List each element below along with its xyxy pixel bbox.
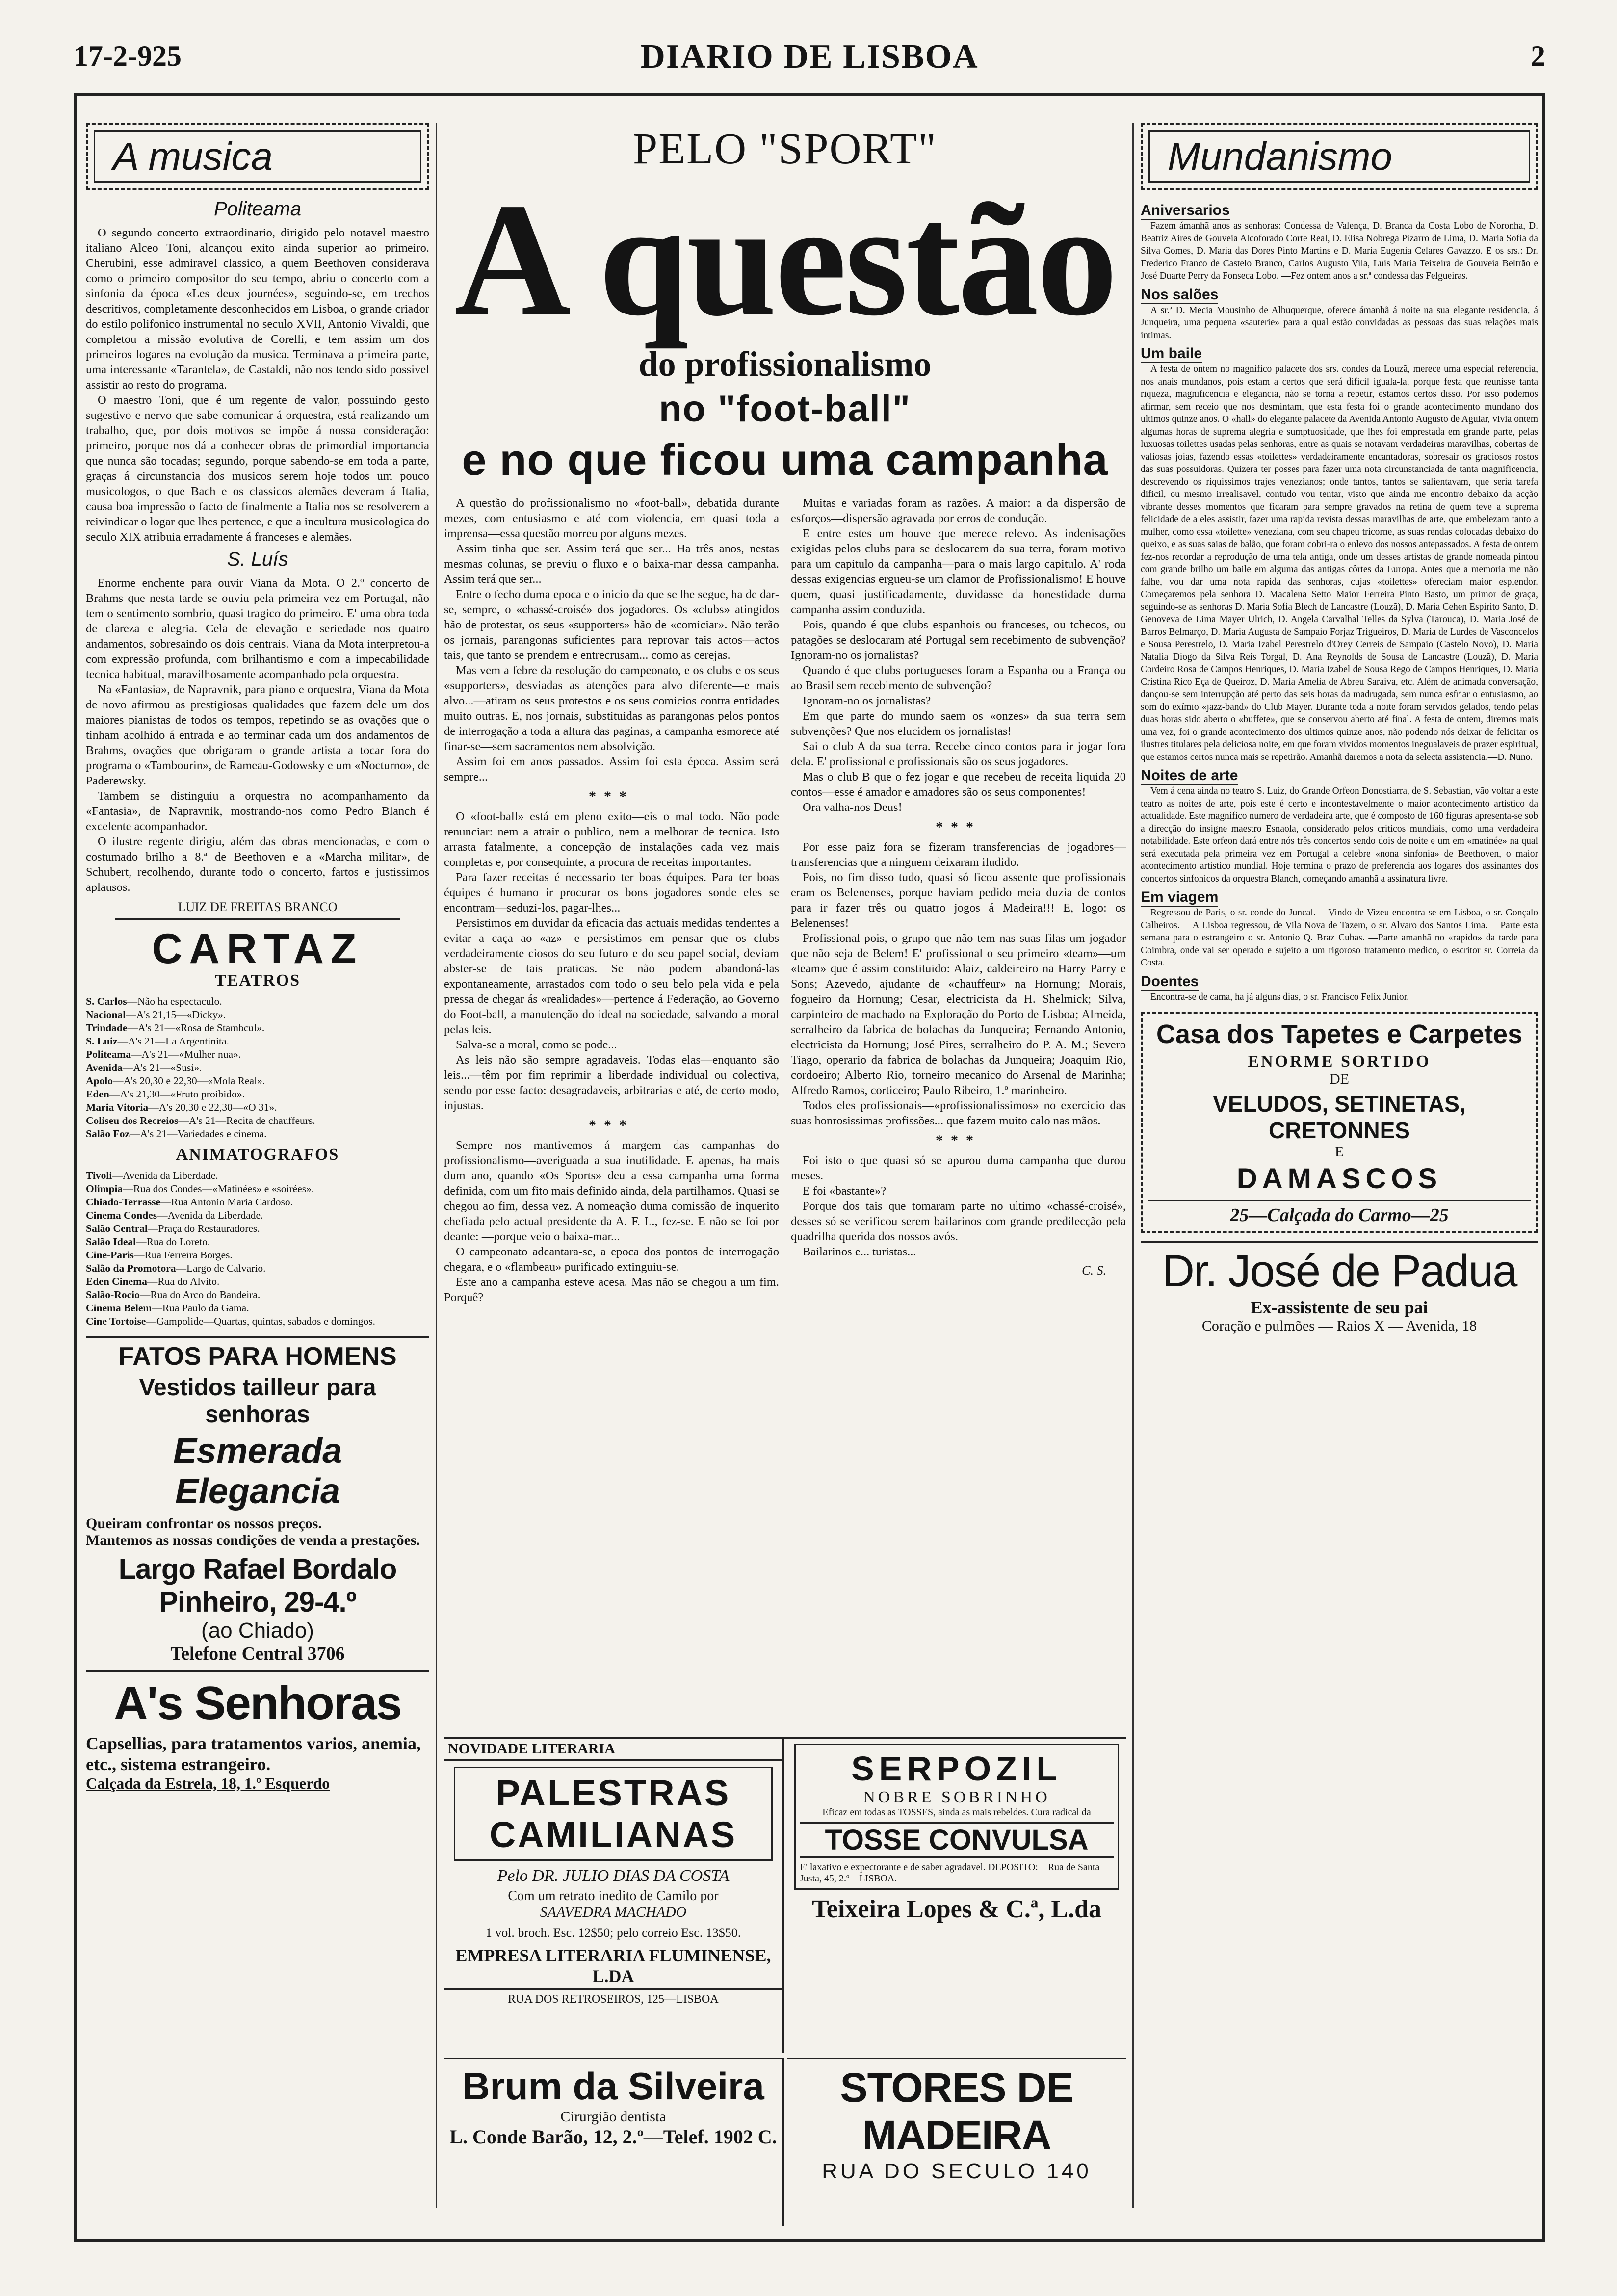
section-separator: *** xyxy=(589,788,634,805)
listing-name: Tivoli xyxy=(86,1170,112,1181)
listing-name: Maria Vitoria xyxy=(86,1101,149,1113)
mundanismo-banner-title: Mundanismo xyxy=(1148,130,1530,183)
ad-casa-e: E xyxy=(1334,1144,1344,1160)
article-paragraph: Assim foi em anos passados. Assim foi esta época. Assim será sempre... xyxy=(444,755,779,783)
sport-deck: e no que ficou uma campanha xyxy=(462,436,1108,485)
listing-item xyxy=(86,1008,429,1021)
ad-brum-title: Brum da Silveira xyxy=(462,2064,764,2108)
cartaz-title: CARTAZ xyxy=(152,925,364,972)
mundanismo-text: Fazem ámanhã anos as senhoras: Condessa de Valença, D. Branca da Costa Lobo de Noronha, D. Beatriz Aires de Gouveia Alcoforado Corte Real, D. Elisa Nobrega Pizarro de Lima, D. Maria Sofia da Silva Gomes, D. Maria das Dores Pinto Martins e D. Maria Eugenia Celares Gavazzo. E os srs.: Dr. Frederico Franco de Castelo Branco, Carlos Augusto Vila, Luis Maria Teixeira de Gouveia Beltrão e José Duarte Perry da Fonseca Lobo. —Fez ontem anos a sr.ª condessa das Felgueiras. xyxy=(1141,221,1538,281)
sport-article xyxy=(444,496,1126,1663)
mundanismo-section xyxy=(1141,969,1538,1004)
ad-casa-items: VELUDOS, SETINETAS, CRETONNES xyxy=(1213,1091,1466,1143)
sao-luis-heading: S. Luís xyxy=(227,548,288,570)
listing-name: Salão Ideal xyxy=(86,1236,136,1248)
listing-name: Olimpia xyxy=(86,1183,123,1195)
section-separator: *** xyxy=(589,1117,634,1133)
article-paragraph: E foi «bastante»? xyxy=(803,1184,887,1198)
ad-padua-info: Coração e pulmões — Raios X — Avenida, 18 xyxy=(1201,1318,1477,1334)
ad-padua xyxy=(1141,1241,1538,1334)
section-separator: *** xyxy=(936,819,981,835)
article-paragraph: Muitas e variadas foram as razões. A maior: a da dispersão de esforços—dispersão agravada por erros de condução. xyxy=(791,496,1126,525)
ad-senhoras-title: A's Senhoras xyxy=(114,1677,401,1729)
listing-item xyxy=(86,1196,429,1209)
issue-date: 17-2-925 xyxy=(74,40,182,72)
listing-name: Politeama xyxy=(86,1048,131,1060)
listing-info: —A's 21—Recita de chauffeurs. xyxy=(178,1115,315,1126)
musica-banner-title: A musica xyxy=(94,130,421,183)
ad-palestras-author: Pelo DR. JULIO DIAS DA COSTA xyxy=(497,1867,730,1885)
ad-casa-title: Casa dos Tapetes e Carpetes xyxy=(1156,1019,1523,1049)
article-paragraph: Entre o fecho duma epoca e o inicio da que se lhe segue, ha de dar-se, sempre, o «chassé-croisé» dos jogadores. Os «clubs» atingidos hão de protestar, os seus «supporters» hão de «comiciar». Não terão os jornais, parangonas suficientes para reprovar tais actos—actos tais, que tanto se prendem e entrecrusam... como as cerejas. xyxy=(444,588,779,662)
listing-info: —Rua do Alvito. xyxy=(147,1276,220,1287)
listing-info: —Praça do Restauradores. xyxy=(148,1223,260,1234)
article-paragraph: Assim tinha que ser. Assim terá que ser... Ha três anos, nestas mesmas colunas, se previu o fluxo e o baixa-mar dessa campanha. Assim terá que ser... xyxy=(444,542,779,586)
listing-item xyxy=(86,1127,429,1141)
listing-item xyxy=(86,1169,429,1182)
listing-info: —A's 21—La Argentinita. xyxy=(117,1035,229,1047)
listing-info: —Rua Paulo da Gama. xyxy=(152,1302,249,1314)
ad-casa-sortido: ENORME SORTIDO xyxy=(1248,1052,1431,1070)
ad-fatos xyxy=(86,1336,429,1665)
sport-deck: do profissionalismo xyxy=(638,344,932,384)
sao-luis-paragraph: Tambem se distinguiu a orquestra no acompanhamento da «Fantasia», de Napravnik, mostrando-nos como Pedro Blanch é excelente acompanhador. xyxy=(86,789,429,833)
ad-casa-damascos: DAMASCOS xyxy=(1236,1163,1442,1195)
listing-info: —A's 21—«Rosa de Stambcul». xyxy=(127,1022,265,1034)
listing-info: —Gampolide—Quartas, quintas, sabados e domingos. xyxy=(146,1315,376,1327)
mundanismo-banner xyxy=(1141,123,1538,190)
listing-item xyxy=(86,1302,429,1315)
newspaper-title: DIARIO DE LISBOA xyxy=(640,38,979,76)
article-paragraph: As leis não são sempre agradaveis. Todas elas—enquanto são leis...—têm por fim reprimir a liberdade individual ou colectiva, sendo por esse facto: desagradaveis, arbitrarias e até, de certo modo, injustas. xyxy=(444,1053,779,1112)
article-paragraph: E entre estes um houve que merece relevo. As indenisações exigidas pelos clubs para se deslocarem da sua terra, foram motivo para um capitulo da campanha—para o mais largo capitulo. A' roda dessas exigencias ergueu-se um clamor de Profissionalismo! E houve quem, quasi justificadamente, duvidasse da honestidade duma campanha assim conduzida. xyxy=(791,527,1126,616)
ad-stores-title: STORES DE MADEIRA xyxy=(840,2064,1073,2158)
ad-fatos-line: Queiram confrontar os nossos preços. xyxy=(86,1515,322,1532)
listing-name: Salão Central xyxy=(86,1223,148,1234)
ad-serpozil-sub: NOBRE SOBRINHO xyxy=(863,1788,1050,1806)
listing-name: Nacional xyxy=(86,1009,126,1020)
ad-casa-address: 25—Calçada do Carmo—25 xyxy=(1148,1200,1531,1226)
listing-name: S. Luiz xyxy=(86,1035,118,1047)
mundanismo-rubric: Noites de arte xyxy=(1141,767,1238,785)
article-paragraph: A questão do profissionalismo no «foot-ball», debatida durante mezes, com entusiasmo e até com violencia, em quasi toda a imprensa—essa questão morreu por alguns mezes. xyxy=(444,496,779,540)
ad-serpozil xyxy=(787,1739,1126,2053)
listing-info: —Rua Ferreira Borges. xyxy=(133,1249,233,1261)
ad-serpozil-text: Eficaz em todas as TOSSES, ainda as mais rebeldes. Cura radical da xyxy=(822,1807,1091,1818)
ad-stores-address: RUA DO SECULO 140 xyxy=(822,2159,1092,2183)
mundanismo-rubric: Em viagem xyxy=(1141,889,1218,907)
ad-senhoras xyxy=(86,1670,429,1793)
ad-serpozil-brand: Teixeira Lopes & C.ª, L.da xyxy=(811,1895,1102,1923)
listing-info: —Rua Antonio Maria Cardoso. xyxy=(160,1196,293,1208)
listing-info: —Rua do Arco do Bandeira. xyxy=(139,1289,261,1301)
ad-palestras-title: PALESTRAS CAMILIANAS xyxy=(454,1767,773,1861)
mundanismo-section xyxy=(1141,763,1538,885)
listing-name: S. Carlos xyxy=(86,995,127,1007)
article-paragraph: Mas vem a febre da resolução do campeonato, e os clubs e os seus «supporters», desviadas as atenções para alvo diferente—e mais alvo...—atiram os seus protestos e os seus comicios contra entidades muito outras. E, nos jornais, substituidas as parangonas pelos pontos de interrogação a toda a altura das paginas, a campanha esmorece até finar-se—sem sacramentos nem absolvição. xyxy=(444,664,779,753)
ad-palestras-price: 1 vol. broch. Esc. 12$50; pelo correio Esc. 13$50. xyxy=(485,1926,741,1940)
mundanismo-rubric: Nos salões xyxy=(1141,287,1218,304)
listing-item xyxy=(86,1262,429,1275)
animatografos-list xyxy=(86,1169,429,1328)
listing-name: Cinema Condes xyxy=(86,1209,157,1221)
article-paragraph: Salva-se a moral, como se pode... xyxy=(456,1038,617,1051)
right-column xyxy=(1141,123,1538,2227)
divider xyxy=(115,918,400,920)
listing-name: Cine Tortoise xyxy=(86,1315,146,1327)
ad-casa-de: DE xyxy=(1330,1071,1349,1087)
politeama-paragraph: O segundo concerto extraordinario, dirigido pelo notavel maestro italiano Alceo Toni, alcançou exito ainda superior ao primeiro. Cherubini, esse admiravel classico, a quem Beethoven considerava como o primeiro compositor do seu tempo, abriu o concerto com a sinfonia da época «Les deux journées», seguindo-se, em trechos descritivos, completamente desconhecidos em Lisboa, o grande criador do estilo polifonico instrumental no seculo XVII, Antonio Vivaldi, que completou a missão evolutiva de Corelli, e tem assim um dos primeiros logares na evolução da musica. Terminava a primeira parte, uma interessante «Tarantela», de Castaldi, não nos tendo sido possivel assistir ao resto do programa. xyxy=(86,226,429,391)
ad-serpozil-title: SERPOZIL xyxy=(851,1749,1063,1788)
article-paragraph: Bailarinos e... turistas... xyxy=(803,1245,916,1258)
animatografos-heading: ANIMATOGRAFOS xyxy=(176,1146,339,1164)
article-paragraph: Persistimos em duvidar da eficacia das actuais medidas tendentes a evitar a caça ao «az»—e persistimos em pensar que os clubs verdadeiramente ciosos do seu futuro e do seu papel social, deviam abster-se de tais praticas. Se não podem abandoná-las expontaneamente, arrastados com todo o seu belo pela vida e pela pressa de chegar ás «realidades»—pertence á Federação, ao Governo do Foot-ball, a manutenção do ideal na sociedade, salvando a moral pelas leis. xyxy=(444,916,779,1036)
article-paragraph: Pois, quando é que clubs espanhois ou franceses, ou tchecos, ou patagões se deslocaram até Portugal sem recebimento de subvenção? Ignoram-no os jornalistas? xyxy=(791,618,1126,662)
sport-headline: A questão xyxy=(454,170,1116,349)
listing-info: —Não ha espectaculo. xyxy=(127,995,222,1007)
article-paragraph: Foi isto o que quasi só se apurou duma campanha que durou meses. xyxy=(791,1154,1126,1182)
mundanismo-section xyxy=(1141,885,1538,969)
listing-info: —A's 20,30 e 22,30—«O 31». xyxy=(148,1101,277,1113)
ad-senhoras-text: Capsellias, para tratamentos varios, anemia, etc., sistema estrangeiro. xyxy=(86,1734,421,1774)
listing-item xyxy=(86,1061,429,1074)
listing-info: —Avenida da Liberdade. xyxy=(112,1170,218,1181)
sao-luis-paragraph: Na «Fantasia», de Napravnik, para piano e orquestra, Viana da Mota de novo afirmou as prestigiosas qualidades que fazem dele um dos maiores pianistas de todos os tempos, repetindo se as ovações que o tinham acolhido á entrada e ao terminar cada um dos andamentos de Brahms, ovações que obrigaram o grande artista a tocar fora do programa o «Tambourin», de Rameau-Godowsky e um «Nocturno», de Paderewsky. xyxy=(86,683,429,787)
listing-info: —Avenida da Liberdade. xyxy=(157,1209,263,1221)
article-paragraph: Sempre nos mantivemos á margem das campanhas do profissionalismo—averiguada a sua inutilidade. E apenas, ha mais dum ano, quando «Os Sports» deu a essa campanha uma forma definida, com um fito mais definido ainda, dela partilhamos. Quasi se chegou ao fim, dessa vez. A nomeação duma comissão de inquerito chefiada pelo actual presidente da A. F. L., fez-se. E não se foi por deante: —porque veio o baixa-mar... xyxy=(444,1139,779,1243)
ad-fatos-line: FATOS PARA HOMENS xyxy=(118,1342,397,1371)
page-number: 2 xyxy=(1531,40,1545,72)
mundanismo-rubric: Aniversarios xyxy=(1141,202,1230,220)
column-rule-left xyxy=(436,123,437,2208)
listing-item xyxy=(86,1288,429,1302)
left-column xyxy=(86,123,429,2227)
listing-item xyxy=(86,1088,429,1101)
listing-item xyxy=(86,1209,429,1222)
mundanismo-text: Regressou de Paris, o sr. conde do Juncal. —Vindo de Vizeu encontra-se em Lisboa, o sr. Gonçalo Calheiros. —A Lisboa regressou, de Vila Nova de Tazem, o sr. Alvaro dos Santos Lima. —Parte esta semana para o estrangeiro o sr. Antonio Q. Braz Cubas. —Parte amanhã no «rapido» da tarde para Coimbra, onde vai ser operado e sujeito a um rigoroso tratamento medico, o escritor sr. Correia da Costa. xyxy=(1141,908,1538,968)
mundanismo-rubric: Doentes xyxy=(1141,973,1199,991)
listing-item xyxy=(86,995,429,1008)
listing-name: Eden xyxy=(86,1088,109,1100)
mundanismo-rubric: Um baile xyxy=(1141,345,1202,363)
article-paragraph: Porque dos tais que tomaram parte no ultimo «chassé-croisé», desses só se verificou serem bailarinos com grande predilecção pela quadrilha querida dos nossos avós. xyxy=(791,1200,1126,1243)
musica-signature: LUIZ DE FREITAS BRANCO xyxy=(178,900,338,914)
article-paragraph: Para fazer receitas é necessario ter boas équipes. Para ter boas équipes é humano ir procurar os bons jogadores sonde eles se encontram—seduzi-los, pagar-lhes... xyxy=(444,871,779,914)
article-paragraph: Ignoram-no os jornalistas? xyxy=(803,694,931,707)
ad-palestras-artist: SAAVEDRA MACHADO xyxy=(540,1904,687,1920)
sao-luis-paragraph: Enorme enchente para ouvir Viana da Mota. O 2.º concerto de Brahms que nesta tarde se ouviu pela primeira vez em Portugal, não tem o sentimento sombrio, quasi tragico do primeiro. E' uma obra toda de clareza e alegria. Cela de elevação e seriedade nos quatro andamentos, sobresaindo os dois centrais. Viana da Mota interpretou-a com expressão profunda, com brilhantismo e com a impecabilidade tecnica habitual, maravilhosamente acompanhado pela orquestra. xyxy=(86,576,429,681)
listing-name: Apolo xyxy=(86,1075,113,1087)
sao-luis-paragraph: O ilustre regente dirigiu, além das obras mencionadas, e com o costumado brilho a 8.ª de Beethoven e a «Marcha militar», de Schubert, recolhendo, durante todo o concerto, fartos e justissimos aplausos. xyxy=(86,835,429,894)
ad-fatos-line: Esmerada Elegancia xyxy=(173,1432,342,1511)
listing-item xyxy=(86,1101,429,1114)
listing-name: Salão da Promotora xyxy=(86,1262,176,1274)
listing-item xyxy=(86,1222,429,1235)
listing-info: —A's 21—«Mulher nua». xyxy=(130,1048,241,1060)
ad-palestras-publisher: EMPRESA LITERARIA FLUMINENSE, L.DA xyxy=(455,1946,771,1986)
article-paragraph: Em que parte do mundo saem os «onzes» da sua terra sem subvenções? Que nos elucidem os jornalistas! xyxy=(791,709,1126,738)
listing-item xyxy=(86,1114,429,1127)
article-paragraph: Todos eles profissionais—«profissionalissimos» no exercicio das suas honrosissimas profissões... que fazem muito calo nas mãos. xyxy=(791,1099,1126,1127)
listing-info: —A's 21,30—«Fruto proibido». xyxy=(109,1088,245,1100)
sport-byline: C. S. xyxy=(1082,1263,1106,1278)
mundanismo-section xyxy=(1141,283,1538,342)
column-rule-right xyxy=(1132,123,1134,2208)
mundanismo-text: A sr.ª D. Mecia Mousinho de Albuquerque, oferece ámanhã á noite na sua elegante residencia, á Junqueira, uma pequena «sauterie» para a qual estão convidadas as pessoas das suas relações mais intimas. xyxy=(1141,305,1538,340)
ad-fatos-line: (ao Chiado) xyxy=(201,1618,314,1643)
ad-fatos-address: Largo Rafael Bordalo Pinheiro, 29-4.º xyxy=(118,1553,397,1618)
ad-brum-address: L. Conde Barão, 12, 2.º—Telef. 1902 C. xyxy=(449,2126,777,2148)
listing-name: Cinema Belem xyxy=(86,1302,152,1314)
listing-info: —Largo de Calvario. xyxy=(176,1262,266,1274)
listing-name: Chiado-Terrasse xyxy=(86,1196,161,1208)
ad-palestras-label: NOVIDADE LITERARIA xyxy=(444,1739,782,1761)
ad-palestras-sub: Com um retrato inedito de Camilo por xyxy=(508,1888,719,1904)
article-paragraph: O «foot-ball» está em pleno exito—eis o mal todo. Não pode renunciar: nem a atrair o publico, nem a melhorar de tecnica. Isto arrasta fatalmente, a concepção de instalações cada vez mais completas e, por consequinte, a procura de receitas importantes. xyxy=(444,810,779,869)
article-paragraph: Pois, no fim disso tudo, quasi só ficou assente que profissionais eram os Belenenses, porque haviam pedido meia duzia de contos para ir fazer três ou quatro jogos á Madeira!!! E, logo: os Belenenses! xyxy=(791,871,1126,930)
section-separator: *** xyxy=(936,1132,981,1148)
article-paragraph: Sai o club A da sua terra. Recebe cinco contos para ir jogar fora dela. E' profissional e profissionais são os seus jogadores. xyxy=(791,740,1126,768)
listing-info: —A's 21—«Susi». xyxy=(122,1062,202,1073)
mundanismo-sections xyxy=(1141,198,1538,1003)
listing-name: Coliseu dos Recreios xyxy=(86,1115,179,1126)
mundanismo-section xyxy=(1141,341,1538,763)
ad-palestras xyxy=(444,1739,784,2053)
mundanismo-text: Encontra-se de cama, ha já alguns dias, o sr. Francisco Felix Junior. xyxy=(1150,991,1409,1002)
listing-item xyxy=(86,1035,429,1048)
listing-info: —Rua dos Condes—«Matinées» e «soirées». xyxy=(123,1183,314,1195)
sport-kicker: PELO "SPORT" xyxy=(633,125,937,173)
ads-grid xyxy=(444,1737,1126,2227)
listing-item xyxy=(86,1315,429,1328)
sport-article-column xyxy=(791,496,1126,1663)
ad-serpozil-disease: TOSSE CONVULSA xyxy=(800,1822,1114,1858)
listing-name: Salão Foz xyxy=(86,1128,130,1140)
listing-item xyxy=(86,1249,429,1262)
ad-serpozil-text: E' laxativo e expectorante e de saber agradavel. DEPOSITO:—Rua de Santa Justa, 45, 2.º—LISBOA. xyxy=(800,1862,1100,1884)
politeama-heading: Politeama xyxy=(214,198,301,220)
ad-padua-name: Dr. José de Padua xyxy=(1162,1246,1517,1296)
listing-info: —Rua do Loreto. xyxy=(136,1236,210,1248)
listing-item xyxy=(86,1048,429,1061)
listing-info: —A's 21—Variedades e cinema. xyxy=(129,1128,267,1140)
sport-deck: no "foot-ball" xyxy=(659,388,911,430)
ad-brum xyxy=(444,2058,784,2226)
ad-brum-sub: Cirurgião dentista xyxy=(560,2109,666,2125)
listing-info: —A's 20,30 e 22,30—«Mola Real». xyxy=(112,1075,265,1087)
article-paragraph: Quando é que clubs portugueses foram a Espanha ou a França ou ao Brasil sem recebimento de subvenção? xyxy=(791,664,1126,692)
article-paragraph: Profissional pois, o grupo que não tem nas suas filas um jogador que não seja de Belem! E' profissional o seu primeiro «team»—um «team» que é assim constituido: Alaiz, caldeireiro na Harry Parry e Sons; Azevedo, ajudante de «chauffeur» na Hornung; Morais, fogueiro da Hornung; Cesar, electricista da H. Shelmick; Silva, carpinteiro de machado na Exploração do Porto de Lisboa; Almeida, serralheiro da fabrica de bolachas da Junqueira; Fernando Antonio, electricista da Hornung; José Pires, serralheiro do P. A. M.; Severo Tiago, operario da fabrica de bolachas da Junqueira; Joaquim Rio, cordoeiro; Alberto Rio, torneiro mecanico do Arsenal de Marinha; Alfredo Ramos, corticeiro; Paulo Ribeiro, 1.º marinheiro. xyxy=(791,932,1126,1097)
listing-info: —A's 21,15—«Dicky». xyxy=(126,1009,226,1020)
sport-article-column xyxy=(444,496,779,1663)
listing-item xyxy=(86,1182,429,1196)
listing-name: Trindade xyxy=(86,1022,128,1034)
politeama-paragraph: O maestro Toni, que é um regente de valor, possuindo gesto sugestivo e nervo que sabe comunicar á orquestra, está realizando um trabalho, que, por dois motivos se impõe á nossa consideração: primeiro, porque nos dá a conhecer obras de primordial importancia que nunca são tocadas; segundo, porque sabendo-se em toda a parte, graças á circunstancia dos musicos serem hoje todos um pouco musicologos, o que Bach e os classicos alemães deveram á Italia, causa boa impressão o facto de finalmente a Italia nos se resolverem a reivindicar o logar que lhes pertence, e que a incultura musicologica do seculo XIX atribuia erradamente á franceses e alemães. xyxy=(86,393,429,544)
ad-stores xyxy=(787,2058,1126,2226)
ad-palestras-address: RUA DOS RETROSEIROS, 125—LISBOA xyxy=(444,1988,782,2006)
article-paragraph: Por esse paiz fora se fizeram transferencias de jogadores—transferencias que a ninguem deixaram iludido. xyxy=(791,840,1126,869)
ad-fatos-line: Mantemos as nossas condições de venda a prestações. xyxy=(86,1532,420,1548)
ad-padua-role: Ex-assistente de seu pai xyxy=(1251,1298,1428,1317)
ad-fatos-line: Vestidos tailleur para senhoras xyxy=(139,1375,376,1428)
mundanismo-section xyxy=(1141,198,1538,283)
listing-name: Salão-Rocio xyxy=(86,1289,140,1301)
center-column xyxy=(444,123,1126,2227)
ad-fatos-phone: Telefone Central 3706 xyxy=(170,1644,345,1664)
masthead xyxy=(74,34,1545,78)
teatros-list xyxy=(86,995,429,1141)
teatros-heading: TEATROS xyxy=(215,971,300,990)
ad-senhoras-address: Calçada da Estrela, 18, 1.º Esquerdo xyxy=(86,1774,330,1792)
listing-item xyxy=(86,1275,429,1288)
article-paragraph: O campeonato adeantara-se, a epoca dos pontos de interrogação chegara, e o «flambeau» purificado extinguiu-se. xyxy=(444,1245,779,1274)
listing-item xyxy=(86,1074,429,1088)
listing-name: Avenida xyxy=(86,1062,123,1073)
listing-name: Cine-Paris xyxy=(86,1249,134,1261)
mundanismo-text: A festa de ontem no magnifico palacete dos srs. condes da Louzã, merece uma especial referencia, nos anais mundanos, pois estam a certos que será dificil iguala-la, porque festa que reunisse tanta riqueza, magnificencia e elegancia, não se torna a repetir, estamos certos disso. Por isso podemos afirmar, sem receio que nos desmintam, que esta festa foi o grande acontecimento mundano dos ultimos quinze anos. O «hall» do elegante palacete da Avenida Antonio Augusto de Aguiar, vivia ontem algumas horas de suprema alegria e sumptuosidade, que lhes foi emprestada em grande parte, pelas luxuosas toilettes usadas pelas senhoras, entre as quais se notavam verdadeiras maravilhas, cobertas de valiosas joias, fazendo essas «toilettes» verdadeiramente encantadoras, sobresair os graciosos rostos das suas possuidoras. Quizera ter posses para fazer uma nota circunstanciada de tanta magnificencia, descrevendo os riquissimos trajes venezianos; onde tantos, tantos se salientavam, que seria tarefa dificil, ou mesmo irrealisavel, contudo vou tentar, visto que ainda me encontro debaixo da acção vibrante desses momentos que ficaram para sempre gravados na retina de quem teve a suprema felicidade de a eles assistir, fazer uma rapida revista dessas maravilhas de arte, que embelezam tanto a mulher, como essa «toilette» veneziana, com seu chapeu tricorne, as suas rendas colocadas debaixo do queixo, e as suas saias de balão, que foram cobri-ra o enlevo dos nossos antepassados. A festa de ontem fez-nos recordar a reprodução de uma tela antiga, onde um desses artistas de grande nomeada pintou com grande brilho um baile em alguma das antigas côrtes da Europa. Antes que a memoria me não falhe, vou dar uma nota rapida das senhoras, cujas «toilettes» ofereciam maior esplendor. Começaremos pela senhora D. Macalena Setto Maior Ferreira Pinto Basto, um primor de graça, seguindo-se as senhoras D. Maria Sofia Blech de Lancastre (Louzã), D. Maria Cehen Espirito Santo, D. Genoveva de Lima Mayer Ulrich, D. Angela Carvalhal Telles da Sylva (Tarouca), D. Maria José de Barros Belmarço, D. Maria Augusta de Sampaio Forjaz Trigueiros, D. Maria de Lurdes de Vasconcelos e Sousa Perestrelo, D. Maria Izabel Perestrelo d'Orey Cerreis de Sampaio (Castelo Novo), D. Maria Natalia Diogo da Silva Reis Torgal, D. Ana Reynolds de Sousa de Lancastre (Louzã), D. Maria Cordeiro Rosa de Campos Henriques, D. Maria Izabel de Sousa Rego de Campos Henriques, D. Maria Cristina Rico Eça de Queiroz, D. Maria Amelia de Abreu Saraiva, etc. Além de animada conversação, dançou-se sem interrupção até perto das seis horas da madrugada, sem nunca esfriar o entusiasmo, ao som do exímio «jazz-band» do Club Mayer. Durante toda a noite foram servidos gelados, tendo pelas duas horas sido aberto o «buffete», que se conservou aberto até final. A festa de ontem, diremos mais uma vez, foi o grande acontecimento dos ultimos quinze anos, não podendo nós deixar de felicitar os ilustres titulares pela deliciosa noite, em que foram vividos momentos inegualaveis de prazer espiritual, que estamos certos nunca mais se repetirão. Amanhã daremos a nota da selecta assistencia.—D. Nuno. xyxy=(1141,364,1538,762)
ad-serpozil-box xyxy=(794,1744,1119,1890)
mundanismo-text: Vem á cena ainda no teatro S. Luiz, do Grande Orfeon Donostiarra, de S. Sebastian, vão voltar a este teatro as noites de arte, pois este é certo e incontestavelmente o maior acontecimento artistico da actualidade. Este magnifico numero de verdadeira arte, que é composto de 160 figuras apresenta-se sob a direcção do insigne maestro Esnaola, considerado pelos criticos mundiais, como uma verdadeira notabilidade. Este orfeon dará entre nós três concertos sendo dois de noite e um em «matinée» na qual será executada pela primeira vez em Portugal a celebre «nona sinfonia» de Beethoven, o maior acontecimento artistico mundial. Hoje termina o prazo de preferencia aos logares dos assinantes dos concertos sinfonicos da orquestra Blanch, começando amanhã a assinatura livre. xyxy=(1141,786,1538,884)
listing-name: Eden Cinema xyxy=(86,1276,147,1287)
musica-banner xyxy=(86,123,429,190)
article-paragraph: Mas o club B que o fez jogar e que recebeu de receita liquida 20 contos—esse é amador e amadores são os seus componentes! xyxy=(791,770,1126,799)
ad-casa-tapetes xyxy=(1141,1012,1538,1233)
listing-item xyxy=(86,1235,429,1249)
article-paragraph: Ora valha-nos Deus! xyxy=(803,801,902,814)
listing-item xyxy=(86,1021,429,1035)
article-paragraph: Este ano a campanha esteve acesa. Mas não se chegou a um fim. Porquê? xyxy=(444,1276,779,1304)
